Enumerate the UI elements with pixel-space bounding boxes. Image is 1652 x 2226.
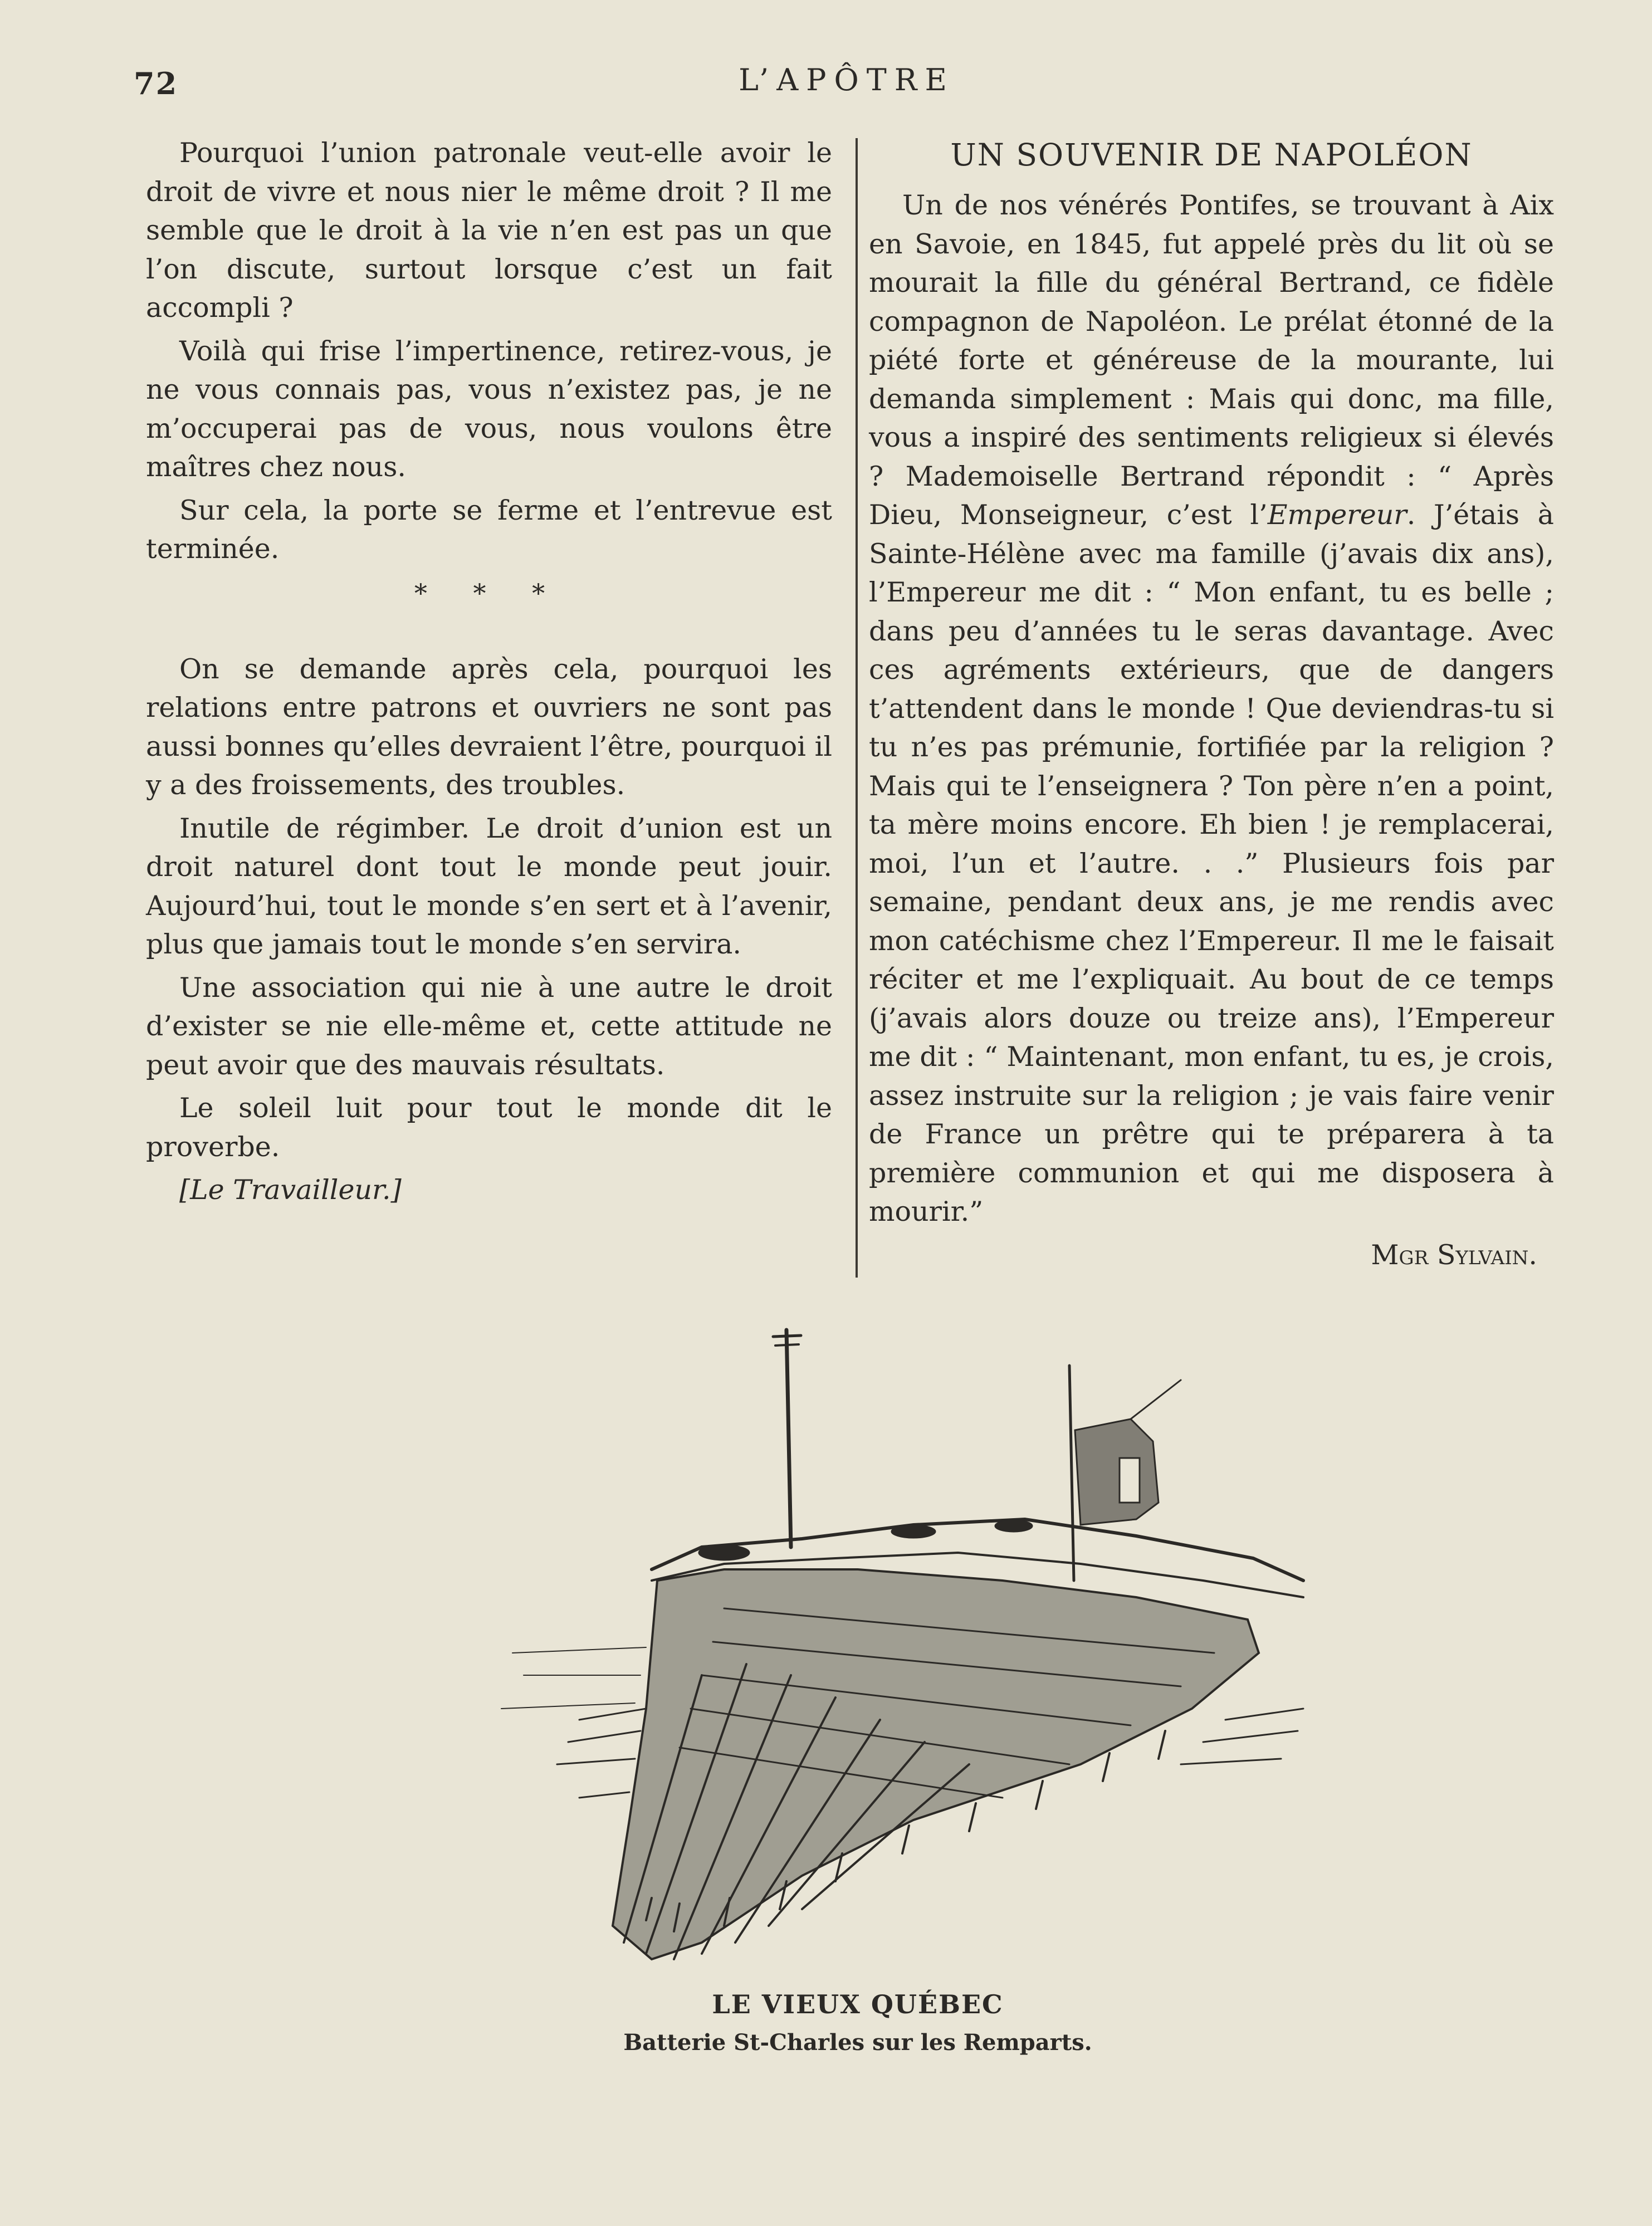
paragraph-text: Un de nos vénérés Pontifes, se trouvant à Aix en Savoie, en 1845, fut appelé près du lit où se mourait la fille du général Bertrand, ce fidèle compagnon de Napoléon. Le prélat étonné de la piété forte et généreuse de la mourante, lui demanda simplement : Mais qui donc, ma fille, vous a inspiré des sentiments religieux si élevés ? Mademoiselle Bertrand répondit : “ Après Dieu, Monseigneur, c’est l’ [869,189,1554,531]
paragraph [869,186,1554,1231]
rampart-battery-engraving [412,1319,1320,1976]
caption-title: LE VIEUX QUÉBEC [712,1989,1004,2019]
article-title: UN SOUVENIR DE NAPOLÉON [950,137,1473,173]
right-column [869,134,1554,1274]
paragraph: Inutile de régimber. Le droit d’union est un droit naturel dont tout le monde peut jouir. Aujourd’hui, tout le monde s’en sert et à l’avenir, plus que jamais tout le monde s’en servira. [146,812,832,960]
running-title: L’APÔTRE [739,62,955,97]
left-column [146,134,832,1214]
paragraph: Le soleil luit pour tout le monde dit le proverbe. [146,1092,832,1163]
paragraph: Une association qui nie à une autre le droit d’exister se nie elle-même et, cette attitude ne peut avoir que des mauvais résultats. [146,971,832,1081]
emphasis-text: Empereur [1267,499,1407,531]
source-attribution: [Le Travailleur.] [179,1174,402,1206]
section-separator: * * * [414,578,564,608]
paragraph: Pourquoi l’union patronale veut-elle avoir le droit de vivre et nous nier le même droit ? Il me semble que le droit à la vie n’en est pas un que l’on discute, surtout lorsque c’est un fait accompli ? [146,137,832,324]
paragraph-text: . J’étais à Sainte-Hélène avec ma famille (j’avais dix ans), l’Empereur me dit : “ Mon enfant, tu es belle ; dans peu d’années tu le seras davantage. Avec ces agréments extérieurs, que de dangers t’attendent dans le monde ! Que deviendras-tu si tu n’es pas prémunie, fortifiée par la religion ? Mais qui te l’enseignera ? Ton père n’en a point, ta mère moins encore. Eh bien ! je remplacerai, moi, l’un et l’autre. . .” Plusieurs fois par semaine, pendant deux ans, je me rendis avec mon catéchisme chez l’Empereur. Il me le faisait réciter et me l’expliquait. Au bout de ce temps (j’avais alors douze ou treize ans), l’Empereur me dit : “ Maintenant, mon enfant, tu es, je crois, assez instruite sur la religion ; je vais faire venir de France un prêtre qui te préparera à ta première communion et qui me disposera à mourir.” [869,499,1554,1227]
author-signature: Mgr Sylvain. [1371,1239,1537,1271]
column-divider [856,138,858,1278]
paragraph: On se demande après cela, pourquoi les relations entre patrons et ouvriers ne sont pas aussi bonnes qu’elles devraient l’être, pourquoi il y a des froissements, des troubles. [146,653,832,801]
paragraph: Voilà qui frise l’impertinence, retirez-vous, je ne vous connais pas, vous n’existez pas, je ne m’occuperai pas de vous, nous voulons être maîtres chez nous. [146,335,832,483]
page-number: 72 [134,66,178,101]
caption-subtitle: Batterie St-Charles sur les Remparts. [623,2029,1092,2056]
paragraph: Sur cela, la porte se ferme et l’entrevue est terminée. [146,494,832,565]
